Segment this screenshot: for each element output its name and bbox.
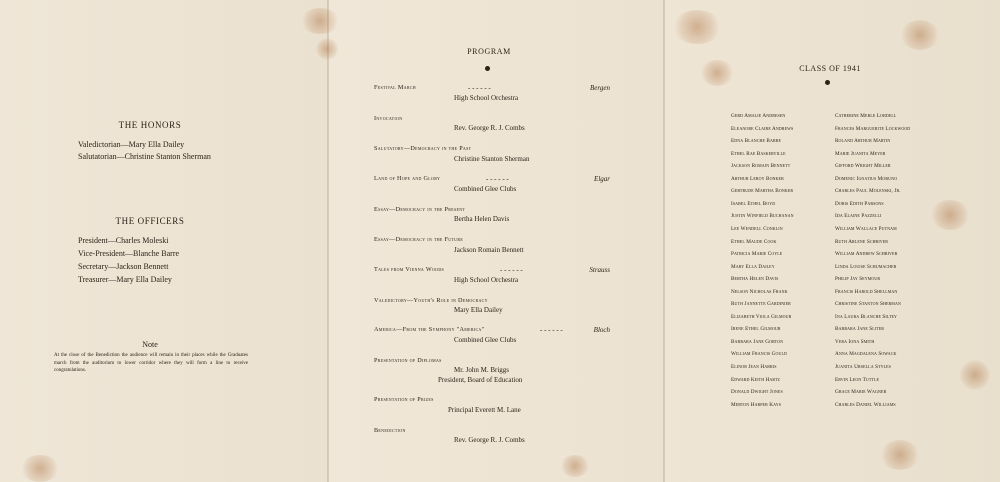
student-name: Donald Dwight Jones: [731, 389, 783, 396]
student-name: William Wallace Putnam: [835, 225, 897, 232]
class-heading: CLASS OF 1941: [799, 64, 861, 73]
program-item-composer: Bergen: [590, 84, 610, 92]
student-name: Roland Arthur Martin: [835, 138, 891, 145]
leader-dashes: - - - - - -: [468, 84, 491, 92]
student-name: Catherine Merle Lobdell: [835, 113, 897, 119]
officer-president: President—Charles Moleski: [78, 236, 169, 245]
student-name: Gertrude Martha Bonker: [731, 188, 794, 195]
student-name: William Andrew Schriver: [835, 251, 898, 258]
program-item-performer: Mr. John M. Briggs: [454, 366, 510, 374]
student-name: Gerd Amalie Andresen: [731, 113, 786, 119]
student-name: Charles Paul Molenski, Jr.: [835, 188, 901, 195]
stain: [700, 60, 734, 86]
student-name: Isabel Ethel Boyd: [731, 200, 776, 207]
student-name: Nelson Nicholas Frank: [731, 288, 788, 295]
program-item-performer: Christine Stanton Sherman: [454, 155, 530, 163]
student-name: Frances Marguerite Lockwood: [835, 125, 911, 132]
stain: [960, 360, 990, 390]
program-item-composer: Bloch: [593, 326, 610, 334]
right-fold: [663, 0, 665, 482]
student-name: Ruth Arlene Schriver: [835, 238, 889, 245]
stain: [930, 200, 970, 230]
note-heading: Note: [142, 340, 158, 349]
student-name: Arthur Leroy Bonker: [731, 175, 784, 182]
bullet-ornament: [485, 66, 490, 71]
student-name: Ida Elaine Pazzelli: [835, 213, 882, 220]
program-item-performer: Jackson Romain Bennett: [454, 246, 524, 254]
program-item-performer: High School Orchestra: [454, 276, 519, 284]
program-item-performer: Mary Ella Dailey: [454, 306, 503, 314]
student-name: Bertha Helen Davis: [731, 276, 779, 283]
program-item-title: Festival March: [374, 84, 416, 91]
student-name: Edward Keith Hartz: [731, 376, 781, 383]
student-name: Christine Stanton Sherman: [835, 301, 901, 308]
salutatorian-line: Salutatorian—Christine Stanton Sherman: [78, 152, 211, 161]
student-name: Elinor Jean Harris: [731, 364, 777, 370]
student-name: Ina Laura Blanche Siltey: [835, 313, 898, 320]
program-item-performer: Combined Glee Clubs: [454, 185, 517, 193]
student-name: Justin Winfield Buchanan: [731, 213, 794, 220]
student-name: Ethel Rae Baskerville: [731, 150, 786, 157]
note-text: At the close of the Benediction the audience will remain in their places while the Graduates march from the auditorium to lower corridor where they will form a line to receive congratulations.: [54, 353, 248, 374]
student-name: Vera Iona Smith: [835, 338, 875, 345]
program-item-composer: Strauss: [589, 266, 610, 274]
student-name: Juanita Ursella Styles: [835, 364, 892, 370]
program-item-performer: Bertha Helen Davis: [454, 215, 510, 223]
student-name: Merton Harper Kays: [731, 401, 782, 408]
program-item-title: Land of Hope and Glory: [374, 175, 441, 182]
bullet-ornament: [825, 80, 830, 85]
program-item-title: Essay—Democracy in the Future: [374, 236, 464, 243]
student-name: Linda Louise Schumacher: [835, 263, 897, 270]
program-item-title: Invocation: [374, 115, 403, 122]
program-item-title: Salutatory—Democracy in the Past: [374, 145, 472, 152]
student-name: Jackson Romain Bennett: [731, 163, 791, 170]
program-item-title: Presentation of Prizes: [374, 396, 434, 403]
program-item-composer: Elgar: [594, 175, 610, 183]
student-name: Mary Ella Dailey: [731, 263, 775, 270]
officer-secretary: Secretary—Jackson Bennett: [78, 262, 169, 271]
stain: [560, 455, 590, 477]
program-item-title: Tales from Vienna Woods: [374, 266, 445, 273]
stain: [672, 10, 722, 44]
officer-treasurer: Treasurer—Mary Ella Dailey: [78, 275, 172, 284]
honors-heading: THE HONORS: [118, 120, 182, 130]
student-name: Barbara Jane Sliter: [835, 326, 885, 333]
student-name: Barbara Jane Gorton: [731, 338, 784, 345]
program-item-performer: Principal Everett M. Lane: [448, 406, 521, 414]
student-name: Doris Edith Parsons: [835, 200, 884, 207]
leader-dashes: - - - - - -: [540, 326, 563, 334]
student-name: William Francis Gould: [731, 351, 787, 358]
student-name: Gifford Wright Miller: [835, 163, 891, 170]
officer-vice-president: Vice-President—Blanche Barre: [78, 249, 180, 258]
program-item-title: Benediction: [374, 427, 406, 434]
leader-dashes: - - - - - -: [486, 175, 509, 183]
left-fold: [327, 0, 329, 482]
student-name: Irene Ethel Gilmour: [731, 326, 781, 333]
student-name: Grace Marie Wagner: [835, 389, 887, 396]
program-item-title: Essay—Democracy in the Present: [374, 206, 466, 213]
student-name: Francis Harold Shellman: [835, 288, 898, 295]
student-name: Philip Jay Seymour: [835, 276, 881, 283]
student-name: Marie Juanita Meyer: [835, 150, 886, 157]
student-name: Ruth Jannette Gardinier: [731, 301, 791, 308]
stain: [20, 455, 60, 482]
program-item-performer: Combined Glee Clubs: [454, 336, 517, 344]
program-item-performer: Rev. George R. J. Combs: [454, 124, 525, 132]
student-name: Anna Magdalena Sowack: [835, 351, 897, 358]
student-name: Domenic Ignatius Moruno: [835, 175, 898, 182]
student-name: Lee Wendell Conklin: [731, 225, 783, 232]
student-name: Elizabeth Viola Gilmour: [731, 313, 792, 320]
program-item-performer: Rev. George R. J. Combs: [454, 436, 525, 444]
stain: [880, 440, 920, 470]
valedictorian-line: Valedictorian—Mary Ella Dailey: [78, 140, 185, 149]
stain: [316, 38, 338, 60]
program-item-performer: High School Orchestra: [454, 94, 519, 102]
student-name: Ethel Maude Cook: [731, 238, 777, 245]
student-name: Charles Daniel Williams: [835, 401, 896, 408]
program-item-title: Presentation of Diplomas: [374, 357, 442, 364]
stain: [300, 8, 340, 34]
officers-heading: THE OFFICERS: [115, 216, 185, 226]
leader-dashes: - - - - - -: [500, 266, 523, 274]
stain: [900, 20, 940, 50]
program-item-performer-role: President, Board of Education: [438, 376, 523, 384]
program-item-title: Valedictory—Youth's Role in Democracy: [374, 297, 488, 304]
program-heading: PROGRAM: [467, 47, 511, 56]
program-item-title: America—From the Symphony "America": [374, 326, 485, 333]
student-name: Ervin Leon Tuttle: [835, 376, 880, 383]
student-name: Patricia Marie Coyle: [731, 251, 783, 258]
student-name: Edna Blanche Barre: [731, 138, 782, 145]
student-name: Eleanore Claire Andrews: [731, 125, 794, 132]
